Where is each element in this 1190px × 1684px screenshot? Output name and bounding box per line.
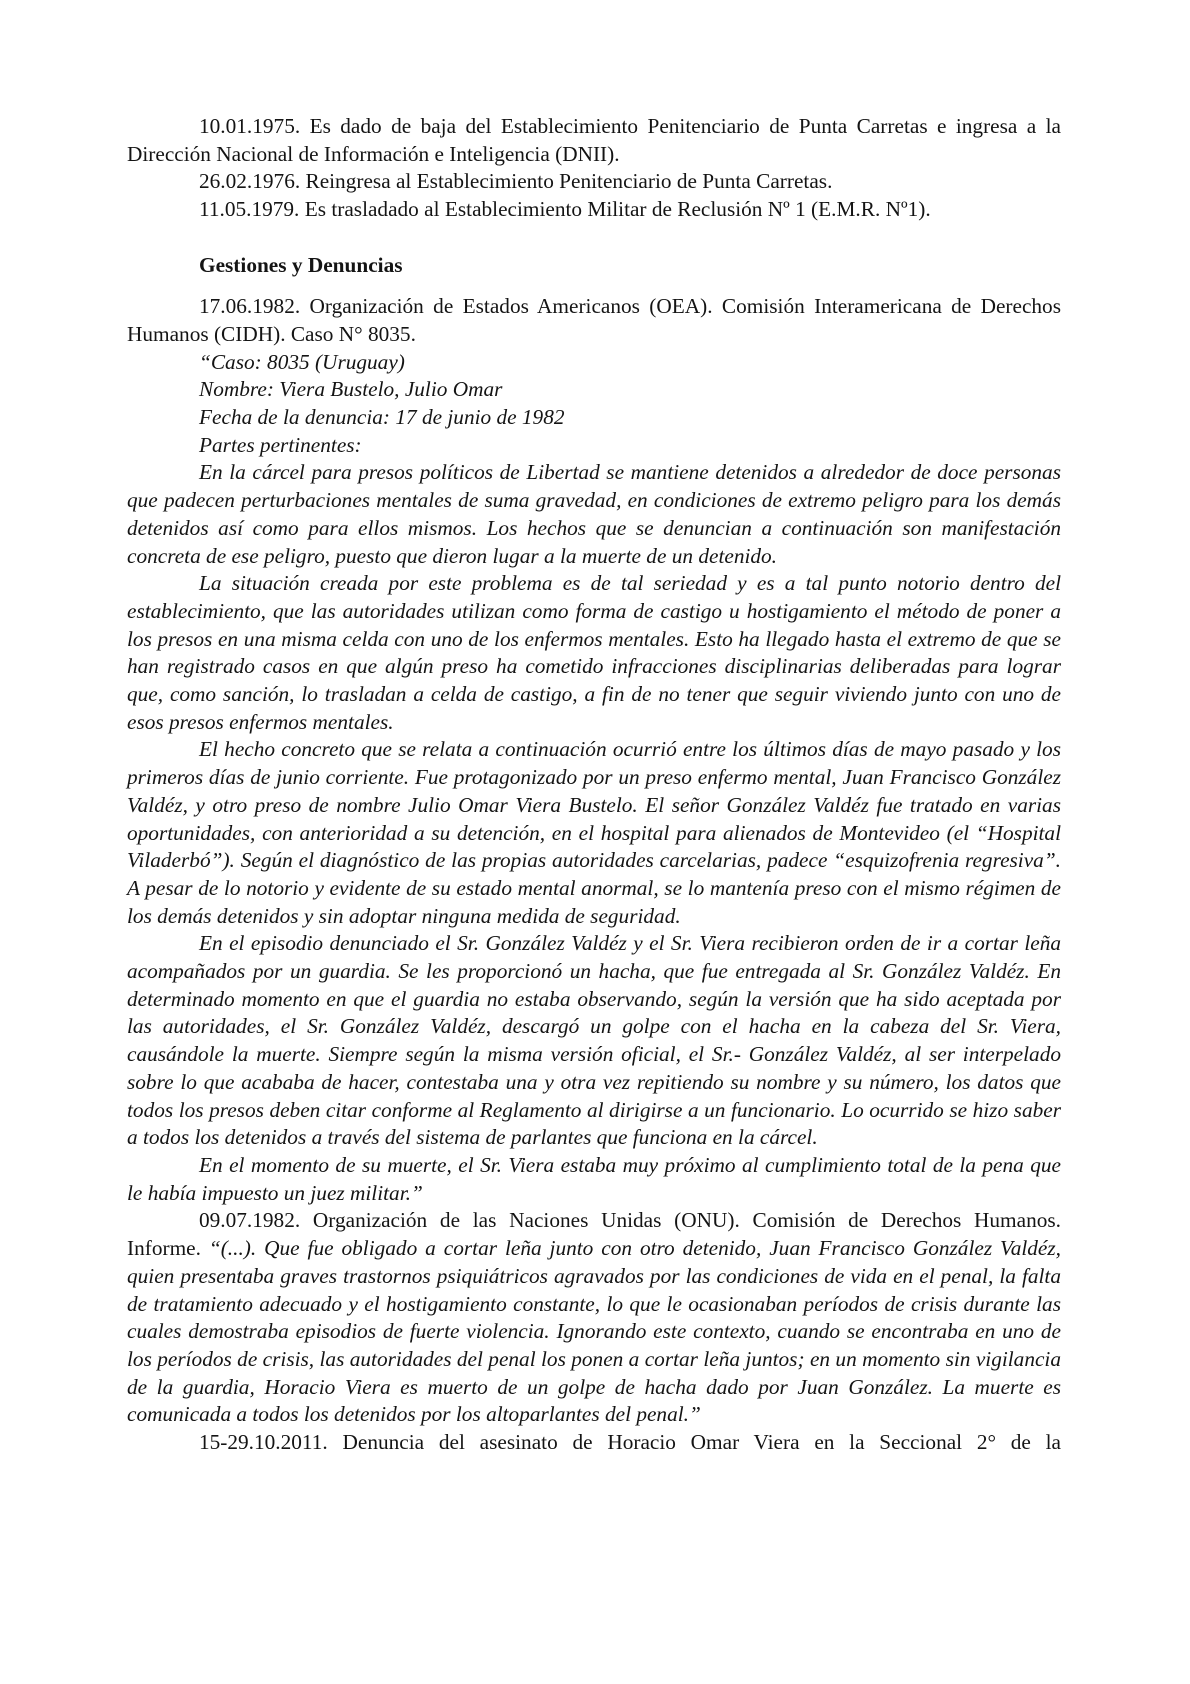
- quote-paragraph: La situación creada por este problema es de tal seriedad y es a tal punto notorio dentro del establecimiento, que las autoridades utilizan como forma de castigo u hostigamiento el método de poner a los presos en una misma celda con uno de los enfermos mentales. Esto ha llegado hasta el extremo de que se han registrado casos en que algún preso ha cometido infracciones disciplinarias deliberadas para lograr que, como sanción, lo trasladan a celda de castigo, a fin de no tener que seguir viviendo junto con uno de esos presos enfermos mentales.: [127, 571, 1061, 734]
- entry-1975: 10.01.1975. Es dado de baja del Establecimiento Penitenciario de Punta Carretas e ingresa a la Dirección Nacional de Información e Inteligencia (DNII).: [127, 114, 1061, 166]
- entry-2011: 15-29.10.2011. Denuncia del asesinato de Horacio Omar Viera en la Seccional 2° de la: [199, 1430, 1061, 1455]
- entry-onu-1982: [127, 1207, 1061, 1429]
- case-line-number: “Caso: 8035 (Uruguay): [199, 349, 405, 374]
- case-line-date: Fecha de la denuncia: 17 de junio de 1982: [199, 405, 565, 430]
- document-page: [127, 113, 1061, 1457]
- entry-1979: 11.05.1979. Es trasladado al Establecimiento Militar de Reclusión Nº 1 (E.M.R. Nº1).: [199, 197, 931, 222]
- onu-entry-lead: 09.07.1982. Organización de las Naciones Unidas (ONU). Comisión de Derechos Humanos. Informe.: [127, 1208, 1061, 1261]
- case-line-parts: Partes pertinentes:: [199, 432, 362, 457]
- entry-1976: 26.02.1976. Reingresa al Establecimiento Penitenciario de Punta Carretas.: [199, 169, 833, 194]
- case-line-name: Nombre: Viera Bustelo, Julio Omar: [199, 377, 503, 402]
- quote-paragraph: En la cárcel para presos políticos de Libertad se mantiene detenidos a alrededor de doce personas que padecen perturbaciones mentales de suma gravedad, en condiciones de extremo peligro para los demás detenidos así como para ellos mismos. Los hechos que se denuncian a continuación son manifestación concreta de ese peligro, puesto que dieron lugar a la muerte de un detenido.: [127, 460, 1061, 568]
- entry-oea-1982: 17.06.1982. Organización de Estados Americanos (OEA). Comisión Interamericana de Derechos Humanos (CIDH). Caso N° 8035.: [127, 294, 1061, 346]
- onu-entry-quote: “(...). Que fue obligado a cortar leña junto con otro detenido, Juan Francisco González Valdéz, quien presentaba graves trastornos psiquiátricos agravados por las condiciones de vida en el penal, la falta de tratamiento adecuado y el hostigamiento constante, lo que le ocasionaban períodos de crisis durante las cuales demostraba episodios de fuerte violencia. Ignorando este contexto, cuando se encontraba en uno de los períodos de crisis, las autoridades del penal los ponen a cortar leña juntos; en un momento sin vigilancia de la guardia, Horacio Viera es muerto de un golpe de hacha dado por Juan González. La muerte es comunicada a todos los detenidos por los altoparlantes del penal.”: [127, 1236, 1061, 1427]
- quote-paragraph: En el episodio denunciado el Sr. González Valdéz y el Sr. Viera recibieron orden de ir a cortar leña acompañados por un guardia. Se les proporcionó un hacha, que fue entregada al Sr. González Valdéz. En determinado momento en que el guardia no estaba observando, según la versión que ha sido aceptada por las autoridades, el Sr. González Valdéz, descargó un golpe con el hacha en la cabeza del Sr. Viera, causándole la muerte. Siempre según la misma versión oficial, el Sr.- González Valdéz, al ser interpelado sobre lo que acababa de hacer, contestaba una y otra vez repitiendo su nombre y su número, los datos que todos los presos deben citar conforme al Reglamento al dirigirse a un funcionario. Lo ocurrido se hizo saber a todos los detenidos a través del sistema de parlantes que funciona en la cárcel.: [127, 931, 1061, 1150]
- section-heading: Gestiones y Denuncias: [199, 252, 403, 277]
- spacer: [127, 224, 1061, 252]
- quote-paragraph: El hecho concreto que se relata a continuación ocurrió entre los últimos días de mayo pasado y los primeros días de junio corriente. Fue protagonizado por un preso enfermo mental, Juan Francisco González Valdéz, y otro preso de nombre Julio Omar Viera Bustelo. El señor González Valdéz fue tratado en varias oportunidades, con anterioridad a su detención, en el hospital para alienados de Montevideo (el “Hospital Viladerbó”). Según el diagnóstico de las propias autoridades carcelarias, padece “esquizofrenia regresiva”. A pesar de lo notorio y evidente de su estado mental anormal, se lo mantenía preso con el mismo régimen de los demás detenidos y sin adoptar ninguna medida de seguridad.: [127, 737, 1061, 928]
- quote-paragraph: En el momento de su muerte, el Sr. Viera estaba muy próximo al cumplimiento total de la pena que le había impuesto un juez militar.”: [127, 1153, 1061, 1205]
